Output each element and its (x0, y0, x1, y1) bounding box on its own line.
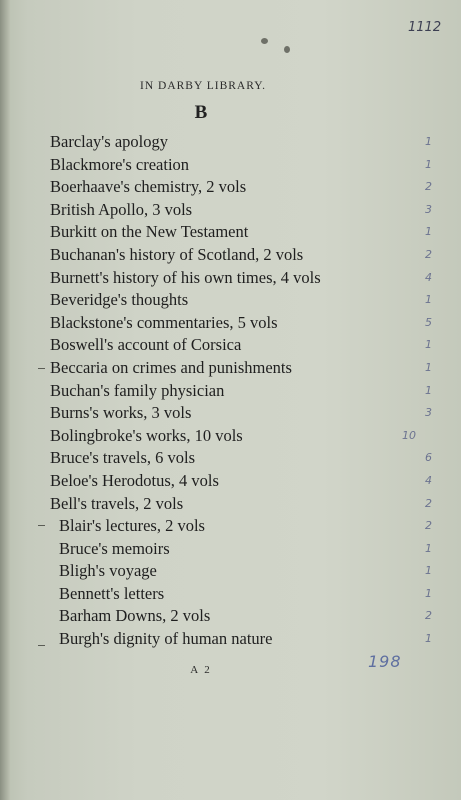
book-title: Buchanan's history of Scotland, 2 vols (50, 244, 304, 264)
volume-count: 4 (425, 270, 432, 284)
list-item (50, 131, 440, 154)
list-item (50, 583, 440, 606)
volume-count: 2 (425, 496, 432, 510)
list-item (50, 515, 440, 538)
volume-count: 2 (425, 180, 432, 194)
book-title: Barham Downs, 2 vols (59, 606, 211, 626)
handwritten-page-mark: 1112 (408, 20, 442, 35)
list-item (50, 560, 440, 583)
volume-count: 10 (402, 428, 416, 442)
list-item (50, 154, 440, 177)
book-title: Beccaria on crimes and punishments (50, 357, 292, 377)
list-item (50, 357, 440, 380)
volume-count: 3 (425, 202, 432, 216)
volume-count: 1 (425, 338, 432, 352)
volume-count: 2 (425, 519, 432, 533)
volume-count: 1 (425, 360, 432, 374)
book-title: Bligh's voyage (59, 561, 157, 581)
list-item (50, 267, 440, 290)
book-title: Blackmore's creation (50, 154, 190, 174)
ink-spot (261, 38, 268, 44)
book-title: Blair's lectures, 2 vols (59, 516, 205, 536)
book-title: Blackstone's commentaries, 5 vols (50, 312, 278, 332)
book-list (50, 131, 440, 651)
volume-count: 1 (425, 225, 432, 239)
ink-spot (284, 46, 290, 53)
book-title: Burgh's dignity of human nature (59, 629, 273, 649)
list-item (50, 538, 440, 561)
book-title: Boerhaave's chemistry, 2 vols (50, 177, 247, 197)
book-title: Boswell's account of Corsica (50, 335, 242, 355)
book-title: Burnett's history of his own times, 4 vols (50, 267, 321, 287)
list-item (50, 628, 440, 651)
book-title: Bruce's travels, 6 vols (50, 448, 196, 468)
list-item (50, 312, 440, 335)
margin-dash (38, 645, 45, 646)
book-title: Beloe's Herodotus, 4 vols (50, 470, 219, 490)
list-item (50, 244, 440, 267)
list-item (50, 425, 440, 448)
book-title: Bolingbroke's works, 10 vols (50, 425, 243, 445)
volume-count: 5 (425, 315, 432, 329)
book-title: Beveridge's thoughts (50, 290, 189, 310)
list-item (50, 289, 440, 312)
volume-count: 1 (425, 564, 432, 578)
volume-count: 1 (425, 383, 432, 397)
list-item (50, 199, 440, 222)
volume-count: 1 (425, 632, 432, 646)
volume-count: 6 (425, 451, 432, 465)
book-title: Bruce's memoirs (59, 538, 170, 558)
list-item (50, 447, 440, 470)
book-title: Barclay's apology (50, 132, 168, 151)
volume-count: 1 (425, 293, 432, 307)
list-item (50, 605, 440, 628)
volume-count: 1 (425, 157, 432, 171)
volume-count: 1 (425, 541, 432, 555)
list-item (50, 493, 440, 516)
handwritten-total: 198 (368, 652, 402, 671)
signature-mark: A 2 (190, 664, 212, 676)
volume-count: 2 (425, 247, 432, 261)
volume-count: 3 (425, 406, 432, 420)
volume-count: 4 (425, 473, 432, 487)
volume-count: 1 (425, 586, 432, 600)
section-letter: B (194, 102, 208, 123)
book-title: Bennett's letters (59, 583, 165, 603)
book-title: Burkitt on the New Testament (50, 222, 249, 242)
list-item (50, 334, 440, 357)
margin-dash (38, 525, 45, 526)
margin-dash (38, 368, 45, 369)
list-item (50, 221, 440, 244)
book-title: British Apollo, 3 vols (50, 199, 193, 219)
list-item (50, 380, 440, 403)
list-item (50, 470, 440, 493)
book-title: Buchan's family physician (50, 380, 225, 400)
list-item (50, 176, 440, 199)
book-title: Burns's works, 3 vols (50, 403, 192, 423)
volume-count: 2 (425, 609, 432, 623)
volume-count: 1 (425, 135, 432, 148)
library-heading: IN DARBY LIBRARY. (140, 80, 266, 92)
book-title: Bell's travels, 2 vols (50, 493, 184, 513)
list-item (50, 402, 440, 425)
